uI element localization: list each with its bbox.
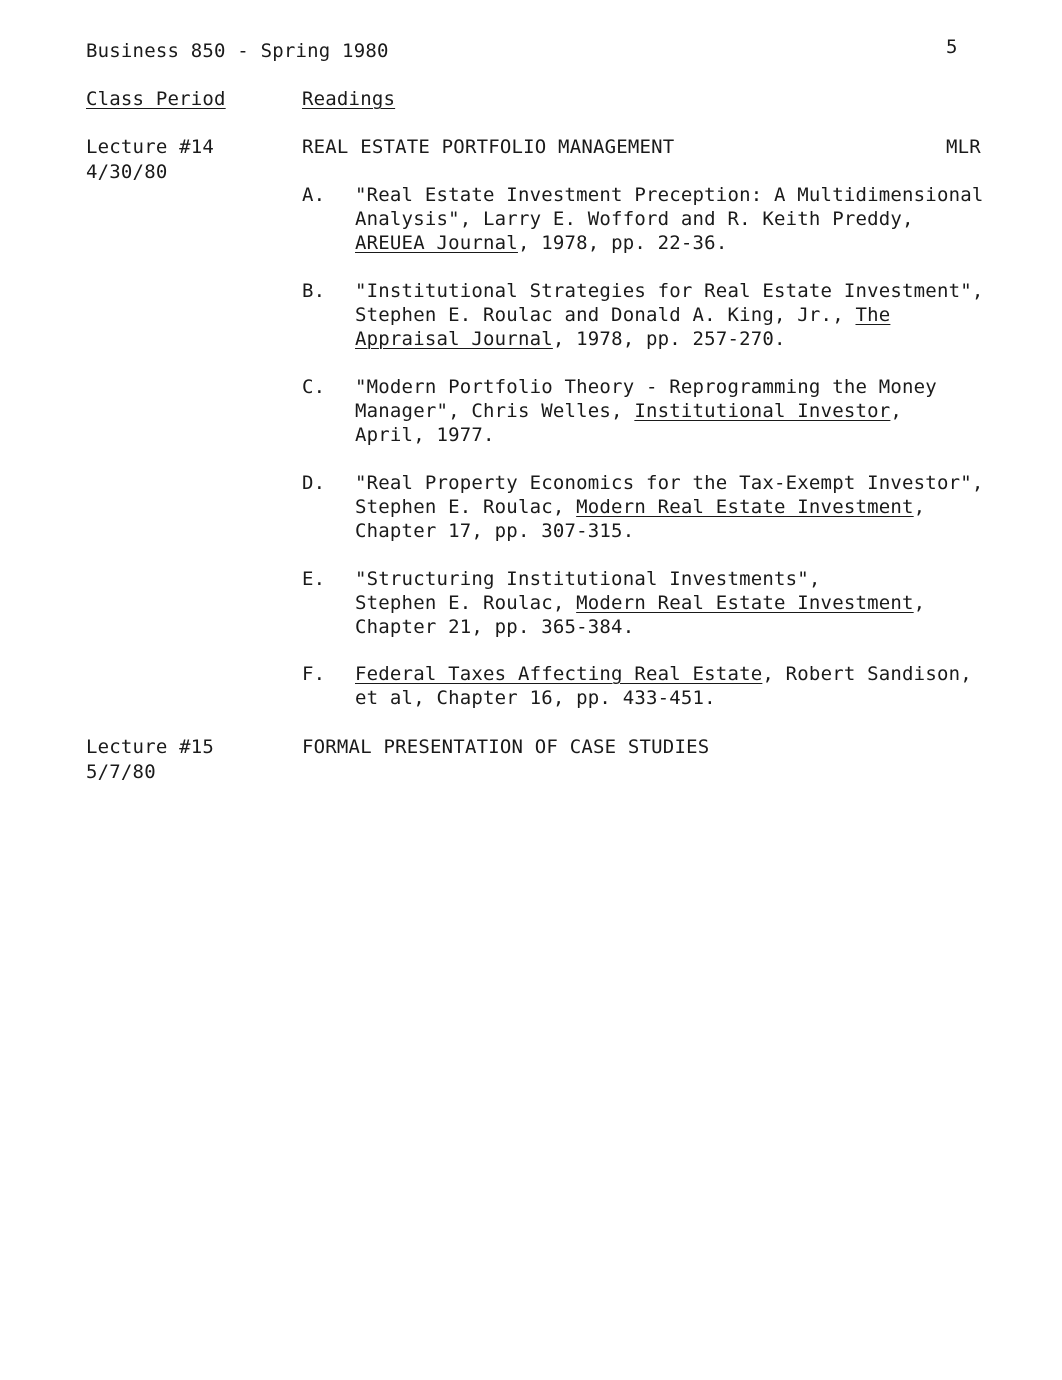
citation-text: "Real Property Economics for the Tax-Exempt Investor", xyxy=(355,472,984,494)
citation-text: , 1978, pp. 22-36. xyxy=(517,232,728,254)
citation-title: AREUEA Journal xyxy=(355,232,518,254)
citation-title: Federal Taxes Affecting Real Estate xyxy=(355,663,763,685)
citation-text: , xyxy=(913,496,926,518)
lecture-14-instructor: MLR xyxy=(946,136,981,158)
citation-line xyxy=(355,591,925,615)
lecture-14-topic: REAL ESTATE PORTFOLIO MANAGEMENT xyxy=(302,136,675,158)
class-period-heading: Class Period xyxy=(86,88,226,110)
citation-title: The xyxy=(855,304,891,326)
citation-text: , Robert Sandison, xyxy=(762,663,972,685)
citation-line xyxy=(355,183,984,207)
citation-line xyxy=(355,615,925,639)
citation-text: "Institutional Strategies for Real Estate Investment", xyxy=(355,280,984,302)
citation-line xyxy=(355,662,972,686)
reading-a-letter: A. xyxy=(302,184,326,206)
reading-c-letter: C. xyxy=(302,376,326,398)
reading-d-letter: D. xyxy=(302,472,326,494)
page-number: 5 xyxy=(946,36,958,58)
citation-text: , 1978, pp. 257-270. xyxy=(552,328,786,350)
lecture-15-number: Lecture #15 xyxy=(86,736,215,758)
course-header: Business 850 - Spring 1980 xyxy=(86,40,389,62)
reading-a-citation xyxy=(355,183,984,255)
reading-b-letter: B. xyxy=(302,280,326,302)
citation-title: Modern Real Estate Investment xyxy=(576,592,914,614)
citation-line xyxy=(355,495,984,519)
citation-line xyxy=(355,423,937,447)
lecture-14-number: Lecture #14 xyxy=(86,136,215,158)
citation-line xyxy=(355,231,984,255)
citation-line xyxy=(355,519,984,543)
citation-text: Stephen E. Roulac and Donald A. King, Jr., xyxy=(355,304,856,326)
citation-line xyxy=(355,327,984,351)
citation-text: "Real Estate Investment Preception: A Multidimensional xyxy=(355,184,984,206)
reading-e-letter: E. xyxy=(302,568,326,590)
citation-line xyxy=(355,399,937,423)
citation-line xyxy=(355,375,937,399)
reading-f-letter: F. xyxy=(302,663,326,685)
citation-line xyxy=(355,207,984,231)
reading-f-citation xyxy=(355,662,972,710)
reading-b-citation xyxy=(355,279,984,351)
citation-text: "Modern Portfolio Theory - Reprogramming the Money xyxy=(355,376,937,398)
readings-heading: Readings xyxy=(302,88,396,110)
citation-line xyxy=(355,471,984,495)
citation-text: , xyxy=(890,400,903,422)
citation-text: Manager", Chris Welles, xyxy=(355,400,635,422)
citation-text: Chapter 21, pp. 365-384. xyxy=(355,616,635,638)
citation-text: Chapter 17, pp. 307-315. xyxy=(355,520,635,542)
citation-text: Stephen E. Roulac, xyxy=(355,496,577,518)
lecture-15-topic: FORMAL PRESENTATION OF CASE STUDIES xyxy=(302,736,710,758)
citation-title: Modern Real Estate Investment xyxy=(576,496,914,518)
citation-title: Appraisal Journal xyxy=(355,328,553,350)
citation-title: Institutional Investor xyxy=(634,400,891,422)
citation-text: "Structuring Institutional Investments", xyxy=(355,568,821,590)
citation-line xyxy=(355,303,984,327)
reading-d-citation xyxy=(355,471,984,543)
reading-c-citation xyxy=(355,375,937,447)
citation-line xyxy=(355,279,984,303)
citation-text: et al, Chapter 16, pp. 433-451. xyxy=(355,687,716,709)
citation-text: Stephen E. Roulac, xyxy=(355,592,577,614)
citation-text: Analysis", Larry E. Wofford and R. Keith Preddy, xyxy=(355,208,914,230)
lecture-15-date: 5/7/80 xyxy=(86,761,156,783)
citation-line xyxy=(355,567,925,591)
citation-text: , xyxy=(913,592,926,614)
citation-line xyxy=(355,686,972,710)
lecture-14-date: 4/30/80 xyxy=(86,161,168,183)
reading-e-citation xyxy=(355,567,925,639)
citation-text: April, 1977. xyxy=(355,424,495,446)
